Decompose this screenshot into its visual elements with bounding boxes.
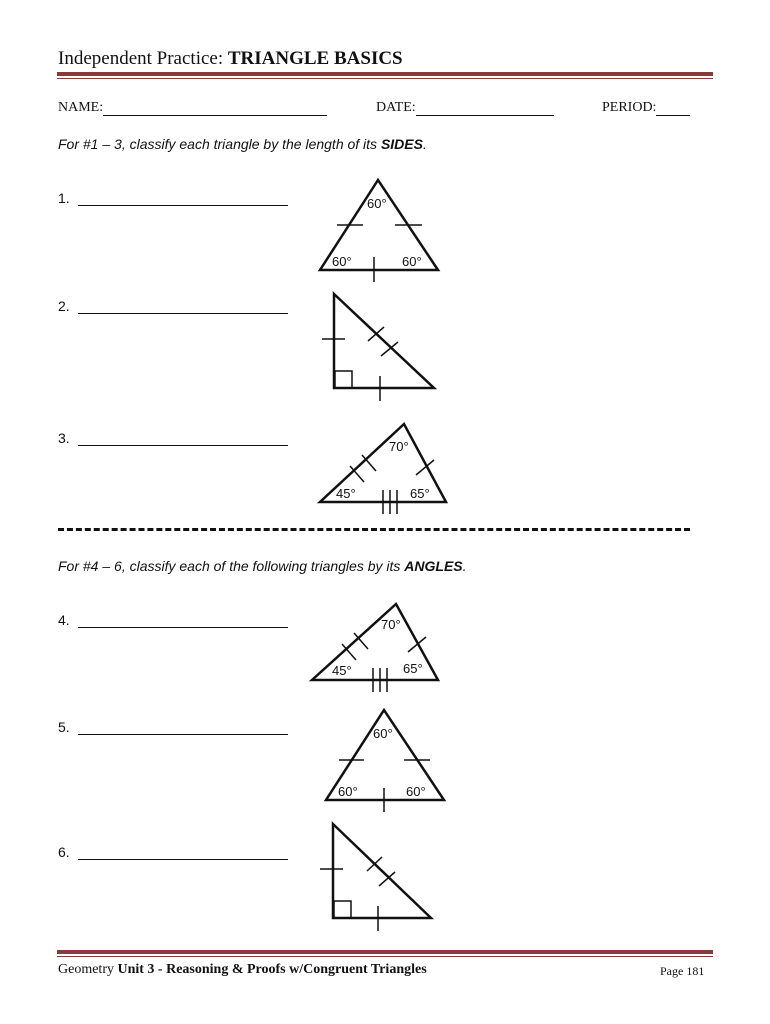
period-label: PERIOD: [602, 100, 657, 115]
triangle-3-right-angle: 65° [410, 486, 430, 501]
title-prefix: Independent Practice: [58, 48, 228, 69]
section2-instr-suffix: . [462, 558, 467, 574]
triangle-2 [318, 290, 443, 405]
triangle-5-right-angle: 60° [406, 784, 426, 799]
question-2-number: 2. [58, 298, 70, 314]
section1-instr-prefix: For #1 – 3, classify each triangle by the length of its [58, 136, 381, 152]
question-6-number: 6. [58, 844, 70, 860]
triangle-4 [308, 600, 443, 700]
section1-instr-bold: SIDES [380, 136, 423, 152]
triangle-3 [316, 420, 451, 520]
period-blank[interactable] [656, 101, 690, 116]
name-label: NAME: [58, 100, 104, 115]
triangle-1-left-angle: 60° [332, 254, 352, 269]
question-4-answer-line[interactable] [78, 615, 288, 628]
section2-instruction [58, 558, 467, 574]
footer-unit: Unit 3 - Reasoning & Proofs w/Congruent Triangles [117, 962, 427, 977]
title-bold: TRIANGLE BASICS [227, 48, 403, 69]
page-title [58, 48, 403, 70]
question-3-number: 3. [58, 430, 70, 446]
name-blank[interactable] [103, 101, 327, 116]
section-divider [58, 528, 690, 531]
footer-course-name: Geometry [58, 962, 118, 977]
footer-rule [57, 950, 713, 957]
triangle-3-top-angle: 70° [389, 439, 409, 454]
question-1-number: 1. [58, 190, 70, 206]
section1-instruction [58, 136, 427, 152]
question-4 [58, 612, 288, 628]
question-6-answer-line[interactable] [78, 847, 288, 860]
triangle-3-left-angle: 45° [336, 486, 356, 501]
period-field[interactable] [602, 100, 690, 116]
date-label: DATE: [376, 100, 416, 115]
question-5-answer-line[interactable] [78, 722, 288, 735]
section2-instr-bold: ANGLES [404, 558, 463, 574]
triangle-1-right-angle: 60° [402, 254, 422, 269]
triangle-4-right-angle: 65° [403, 661, 423, 676]
question-3 [58, 430, 288, 446]
triangle-5-left-angle: 60° [338, 784, 358, 799]
question-3-answer-line[interactable] [78, 433, 288, 446]
triangle-6 [317, 820, 442, 935]
question-2 [58, 298, 288, 314]
date-blank[interactable] [416, 101, 554, 116]
triangle-5 [318, 706, 453, 816]
footer-page-number: Page 181 [660, 964, 705, 978]
name-field[interactable] [58, 100, 327, 116]
question-4-number: 4. [58, 612, 70, 628]
triangle-1-top-angle: 60° [367, 196, 387, 211]
date-field[interactable] [376, 100, 554, 116]
triangle-4-left-angle: 45° [332, 663, 352, 678]
question-5-number: 5. [58, 719, 70, 735]
section1-instr-suffix: . [422, 136, 427, 152]
question-5 [58, 719, 288, 735]
triangle-1 [310, 176, 445, 286]
question-6 [58, 844, 288, 860]
question-2-answer-line[interactable] [78, 301, 288, 314]
question-1-answer-line[interactable] [78, 193, 288, 206]
question-1 [58, 190, 288, 206]
section2-instr-prefix: For #4 – 6, classify each of the following triangles by its [58, 558, 405, 574]
header-rule [57, 72, 713, 79]
triangle-4-top-angle: 70° [381, 617, 401, 632]
triangle-5-top-angle: 60° [373, 726, 393, 741]
footer-course [58, 962, 427, 978]
